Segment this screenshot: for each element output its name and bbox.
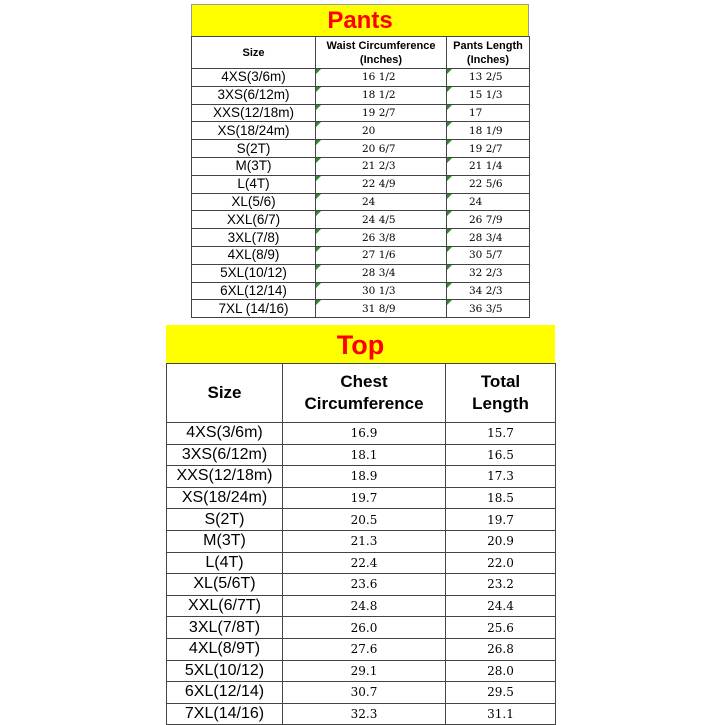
size-cell	[167, 617, 283, 639]
measure-cell	[283, 509, 446, 531]
cell-text: 13 2/5	[469, 71, 503, 84]
cell-marker-icon	[316, 283, 321, 288]
cell-text: 34 2/3	[469, 284, 503, 297]
pants-header-waist: Waist Circumference (Inches)	[316, 37, 447, 69]
table-row	[167, 552, 556, 574]
size-cell	[192, 193, 316, 211]
cell-text: 16 1/2	[362, 71, 396, 84]
length-cell	[446, 703, 556, 725]
cell-text: 20	[362, 124, 376, 137]
cell-text: 18 1/2	[362, 89, 396, 102]
table-row	[192, 282, 530, 300]
cell-marker-icon	[316, 69, 321, 74]
cell-text: 15.7	[487, 426, 514, 441]
length-cell	[446, 487, 556, 509]
cell-text: 5XL(10/12)	[220, 265, 287, 281]
cell-text: 18 1/9	[469, 124, 503, 137]
table-row	[167, 444, 556, 466]
table-row	[167, 638, 556, 660]
cell-text: 15 1/3	[469, 89, 503, 102]
pants-header-row	[192, 37, 530, 69]
cell-text: XXS(12/18m)	[212, 104, 295, 120]
table-row	[167, 509, 556, 531]
measure-cell	[283, 444, 446, 466]
size-cell	[167, 466, 283, 488]
pants-table-body	[192, 69, 530, 318]
cell-text: XXS(12/18m)	[176, 467, 273, 485]
cell-text: 24.4	[487, 599, 514, 614]
measure-cell	[316, 140, 447, 158]
measure-cell	[283, 682, 446, 704]
measure-cell	[283, 466, 446, 488]
cell-text: 6XL(12/14)	[184, 683, 265, 701]
table-row	[167, 703, 556, 725]
cell-text: 19.7	[350, 491, 378, 506]
cell-text: XL(5/6T)	[193, 575, 256, 593]
measure-cell	[283, 423, 446, 445]
cell-text: 3XL(7/8)	[227, 229, 280, 245]
cell-text: M(3T)	[235, 158, 272, 174]
length-cell	[447, 122, 530, 140]
top-header-length: Total Length	[446, 364, 556, 423]
pants-table	[191, 36, 530, 318]
size-cell	[192, 300, 316, 318]
length-cell	[446, 617, 556, 639]
measure-cell	[283, 487, 446, 509]
cell-text: 23.2	[487, 577, 514, 592]
table-row	[167, 466, 556, 488]
size-cell	[167, 574, 283, 596]
cell-text: 32 2/3	[469, 267, 503, 280]
size-cell	[167, 509, 283, 531]
cell-text: 6XL(12/14)	[220, 282, 287, 298]
measure-cell	[316, 193, 447, 211]
cell-text: XL(5/6)	[231, 193, 276, 209]
cell-marker-icon	[447, 69, 452, 74]
measure-cell	[283, 530, 446, 552]
cell-text: 23.6	[350, 577, 378, 592]
size-cell	[167, 703, 283, 725]
table-row	[167, 423, 556, 445]
cell-text: 17.3	[487, 469, 514, 484]
cell-text: 7XL(14/16)	[184, 705, 265, 723]
length-cell	[446, 423, 556, 445]
cell-text: 22 5/6	[469, 178, 503, 191]
measure-cell	[283, 574, 446, 596]
cell-text: 28 3/4	[469, 231, 503, 244]
cell-text: 26 7/9	[469, 213, 503, 226]
top-size-chart	[166, 325, 555, 725]
table-row	[192, 211, 530, 229]
cell-text: 22.4	[350, 555, 378, 570]
cell-marker-icon	[447, 194, 452, 199]
size-cell	[192, 140, 316, 158]
cell-text: 31.1	[487, 707, 514, 722]
top-header-chest: Chest Circumference	[283, 364, 446, 423]
cell-text: XXL(6/7)	[226, 211, 281, 227]
cell-text: 31 8/9	[362, 302, 396, 315]
cell-marker-icon	[316, 300, 321, 305]
length-cell	[446, 638, 556, 660]
cell-text: 20.9	[487, 534, 514, 549]
cell-text: 30.7	[350, 685, 378, 700]
length-cell	[447, 104, 530, 122]
cell-text: 3XS(6/12m)	[181, 445, 268, 463]
length-cell	[446, 595, 556, 617]
cell-text: 7XL (14/16)	[218, 300, 289, 316]
table-row	[167, 574, 556, 596]
size-cell	[192, 264, 316, 282]
pants-header-size: Size	[192, 37, 316, 69]
measure-cell	[283, 595, 446, 617]
cell-text: 30 1/3	[362, 284, 396, 297]
measure-cell	[316, 246, 447, 264]
cell-text: 4XL(8/9)	[227, 247, 280, 263]
top-table	[166, 363, 556, 725]
cell-marker-icon	[316, 229, 321, 234]
cell-text: L(4T)	[237, 176, 270, 192]
cell-text: 19 2/7	[469, 142, 503, 155]
cell-text: 4XS(3/6m)	[221, 69, 286, 85]
measure-cell	[316, 86, 447, 104]
measure-cell	[316, 69, 447, 87]
cell-text: 22 4/9	[362, 178, 396, 191]
measure-cell	[283, 552, 446, 574]
cell-marker-icon	[447, 300, 452, 305]
length-cell	[446, 552, 556, 574]
table-row	[192, 69, 530, 87]
cell-text: 27 1/6	[362, 249, 396, 262]
size-cell	[192, 282, 316, 300]
size-cell	[192, 211, 316, 229]
cell-text: 20 6/7	[362, 142, 396, 155]
size-cell	[192, 69, 316, 87]
cell-text: 18.9	[350, 469, 378, 484]
measure-cell	[316, 104, 447, 122]
cell-marker-icon	[316, 194, 321, 199]
cell-marker-icon	[447, 229, 452, 234]
measure-cell	[283, 638, 446, 660]
size-cell	[192, 122, 316, 140]
size-cell	[192, 175, 316, 193]
cell-text: 17	[469, 106, 483, 119]
size-cell	[192, 246, 316, 264]
measure-cell	[283, 660, 446, 682]
size-cell	[167, 552, 283, 574]
cell-text: 4XL(8/9T)	[188, 640, 261, 658]
cell-text: 29.5	[487, 685, 514, 700]
length-cell	[447, 264, 530, 282]
top-header-size: Size	[167, 364, 283, 423]
cell-marker-icon	[447, 211, 452, 216]
pants-header-length: Pants Length (Inches)	[447, 37, 530, 69]
size-cell	[192, 229, 316, 247]
cell-text: 36 3/5	[469, 302, 503, 315]
table-row	[167, 595, 556, 617]
measure-cell	[316, 300, 447, 318]
cell-text: 29.1	[350, 663, 378, 678]
cell-text: 24	[469, 195, 483, 208]
cell-text: XXL(6/7T)	[188, 597, 261, 615]
top-title: Top	[166, 325, 555, 363]
table-row	[192, 157, 530, 175]
cell-text: 28 3/4	[362, 267, 396, 280]
cell-marker-icon	[316, 105, 321, 110]
size-cell	[192, 157, 316, 175]
measure-cell	[316, 264, 447, 282]
length-cell	[447, 69, 530, 87]
length-cell	[447, 193, 530, 211]
length-cell	[446, 682, 556, 704]
table-row	[192, 264, 530, 282]
cell-marker-icon	[447, 105, 452, 110]
size-cell	[167, 423, 283, 445]
size-cell	[167, 682, 283, 704]
size-cell	[167, 530, 283, 552]
size-cell	[167, 595, 283, 617]
measure-cell	[316, 157, 447, 175]
cell-text: 32.3	[350, 707, 378, 722]
cell-text: 24.8	[350, 599, 378, 614]
length-cell	[447, 86, 530, 104]
length-cell	[447, 175, 530, 193]
table-row	[167, 617, 556, 639]
cell-text: 22.0	[487, 555, 514, 570]
length-cell	[447, 229, 530, 247]
measure-cell	[316, 282, 447, 300]
cell-text: 26.8	[487, 642, 514, 657]
cell-text: 18.5	[487, 491, 514, 506]
cell-text: S(2T)	[236, 140, 271, 156]
cell-marker-icon	[316, 122, 321, 127]
size-cell	[192, 104, 316, 122]
table-row	[192, 86, 530, 104]
length-cell	[447, 211, 530, 229]
table-row	[192, 140, 530, 158]
length-cell	[446, 530, 556, 552]
top-table-body	[167, 423, 556, 725]
measure-cell	[316, 122, 447, 140]
cell-text: 21 1/4	[469, 160, 503, 173]
table-row	[167, 682, 556, 704]
cell-text: XS(18/24m)	[217, 122, 290, 138]
measure-cell	[283, 703, 446, 725]
cell-text: 25.6	[487, 620, 514, 635]
cell-text: L(4T)	[205, 553, 244, 571]
length-cell	[447, 246, 530, 264]
cell-text: 5XL(10/12)	[184, 661, 265, 679]
cell-marker-icon	[316, 140, 321, 145]
cell-marker-icon	[316, 265, 321, 270]
cell-text: 20.5	[350, 512, 378, 527]
length-cell	[447, 282, 530, 300]
table-row	[192, 229, 530, 247]
cell-text: 30 5/7	[469, 249, 503, 262]
cell-marker-icon	[316, 176, 321, 181]
cell-text: 21.3	[350, 534, 378, 549]
cell-text: 4XS(3/6m)	[186, 424, 263, 442]
cell-text: 18.1	[350, 447, 378, 462]
size-cell	[167, 487, 283, 509]
cell-text: M(3T)	[203, 532, 246, 550]
measure-cell	[316, 211, 447, 229]
length-cell	[446, 574, 556, 596]
cell-marker-icon	[316, 158, 321, 163]
table-row	[192, 122, 530, 140]
cell-text: S(2T)	[204, 510, 245, 528]
length-cell	[447, 300, 530, 318]
length-cell	[447, 157, 530, 175]
cell-text: 24 4/5	[362, 213, 396, 226]
measure-cell	[316, 175, 447, 193]
cell-text: 16.5	[487, 447, 514, 462]
table-row	[192, 300, 530, 318]
table-row	[167, 660, 556, 682]
measure-cell	[316, 229, 447, 247]
cell-text: 27.6	[350, 642, 378, 657]
cell-marker-icon	[447, 265, 452, 270]
table-row	[167, 530, 556, 552]
cell-text: 19.7	[487, 512, 514, 527]
cell-text: 26.0	[350, 620, 378, 635]
cell-marker-icon	[447, 176, 452, 181]
measure-cell	[283, 617, 446, 639]
length-cell	[446, 466, 556, 488]
cell-marker-icon	[447, 122, 452, 127]
cell-text: 16.9	[350, 426, 378, 441]
cell-text: 21 2/3	[362, 160, 396, 173]
cell-text: 3XL(7/8T)	[188, 618, 261, 636]
size-cell	[192, 86, 316, 104]
size-cell	[167, 660, 283, 682]
cell-marker-icon	[316, 247, 321, 252]
length-cell	[447, 140, 530, 158]
cell-marker-icon	[316, 87, 321, 92]
table-row	[192, 175, 530, 193]
table-row	[192, 246, 530, 264]
size-cell	[167, 444, 283, 466]
table-row	[192, 193, 530, 211]
top-header-row	[167, 364, 556, 423]
cell-text: 3XS(6/12m)	[217, 87, 290, 103]
cell-marker-icon	[447, 87, 452, 92]
cell-marker-icon	[447, 158, 452, 163]
cell-marker-icon	[447, 283, 452, 288]
pants-title: Pants	[191, 4, 529, 36]
cell-marker-icon	[316, 211, 321, 216]
cell-text: 28.0	[487, 663, 514, 678]
cell-marker-icon	[447, 247, 452, 252]
cell-text: 19 2/7	[362, 106, 396, 119]
size-cell	[167, 638, 283, 660]
cell-text: 26 3/8	[362, 231, 396, 244]
cell-text: XS(18/24m)	[181, 489, 268, 507]
pants-size-chart	[191, 4, 529, 318]
cell-text: 24	[362, 195, 376, 208]
table-row	[167, 487, 556, 509]
table-row	[192, 104, 530, 122]
length-cell	[446, 444, 556, 466]
length-cell	[446, 660, 556, 682]
cell-marker-icon	[447, 140, 452, 145]
length-cell	[446, 509, 556, 531]
